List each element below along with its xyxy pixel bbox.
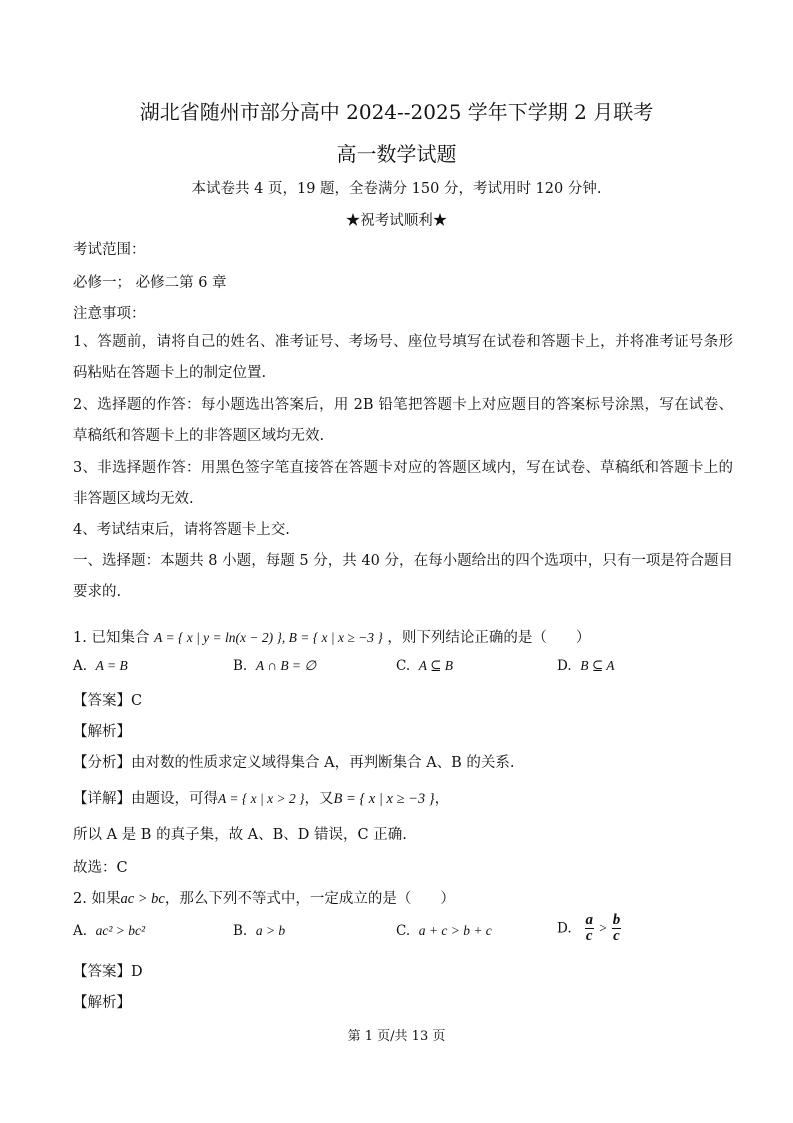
scope-label: 考试范围： xyxy=(73,242,146,258)
q1-fenxi: 【分析】由对数的性质求定义域得集合 A，再判断集合 A、B 的关系. xyxy=(73,755,515,771)
note-item: 4、考试结束后，请将答题卡上交. xyxy=(73,522,290,538)
fraction-a-over-c: $\frac{a}{c}$ xyxy=(585,912,594,944)
q2-option-b: B. a > b xyxy=(233,923,286,939)
exam-info: 本试卷共 4 页，19 题，全卷满分 150 分，考试用时 120 分钟. xyxy=(191,181,602,197)
fraction-operator: > xyxy=(598,920,608,936)
page-subtitle: 高一数学试题 xyxy=(336,142,457,166)
q1-conclusion: 所以 A 是 B 的真子集，故 A、B、D 错误，C 正确. xyxy=(73,827,407,843)
q2-analysis-label: 【解析】 xyxy=(73,995,131,1011)
q1-xiangjie: 【详解】由题设，可得A = { x | x > 2 }，又B = { x | x ≥ −3 }， xyxy=(73,791,450,807)
q2-answer: 【答案】D xyxy=(73,964,143,980)
note-item: 2、选择题的作答：每小题选出答案后，用 2B 铅笔把答题卡上对应题目的答案标号涂黑，写在试卷、草稿纸和答题卡上的非答题区域均无效. xyxy=(73,397,733,444)
q1-option-c: C. A ⊆ B xyxy=(396,658,454,674)
question-1-stem xyxy=(73,626,590,647)
question-2-stem: 2. 如果ac > bc，那么下列不等式中，一定成立的是（ ） xyxy=(73,891,455,907)
q2-option-c: C. a + c > b + c xyxy=(396,923,492,939)
scope-content: 必修一； 必修二第 6 章 xyxy=(73,275,227,291)
notes-label: 注意事项： xyxy=(73,306,146,322)
q2-option-a: A. ac² > bc² xyxy=(73,923,146,939)
set-a-definition: A = { x | y = ln(x − 2) } xyxy=(154,630,282,645)
blessing-line: ★祝考试顺利★ xyxy=(345,213,448,229)
q1-answer: 【答案】C xyxy=(73,693,143,709)
question-1-suffix: ，则下列结论正确的是（ ） xyxy=(387,630,591,646)
q1-option-b: B. A ∩ B = ∅ xyxy=(233,658,317,674)
fraction-b-over-c: $\frac{b}{c}$ xyxy=(612,912,621,944)
set-b-definition: , B = { x | x ≥ −3 } xyxy=(281,630,383,645)
q2-option-d: D. $\frac{a}{c}$ > $\frac{b}{c}$ xyxy=(557,912,621,944)
q1-option-d: D. B ⊆ A xyxy=(557,658,615,674)
question-1-prefix: 1. 已知集合 xyxy=(73,630,150,646)
page-footer: 第 1 页/共 13 页 xyxy=(347,1029,446,1044)
page-title: 湖北省随州市部分高中 2024--2025 学年下学期 2 月联考 xyxy=(139,100,654,124)
note-item: 1、答题前，请将自己的姓名、准考证号、考场号、座位号填写在试卷和答题卡上，并将准考证号条形码粘贴在答题卡上的制定位置. xyxy=(73,334,733,381)
q1-final: 故选：C xyxy=(73,860,128,876)
q1-analysis-label: 【解析】 xyxy=(73,724,131,740)
section-heading: 一、选择题：本题共 8 小题，每题 5 分，共 40 分，在每小题给出的四个选项中，只有一项是符合题目要求的. xyxy=(73,553,733,600)
note-item: 3、非选择题作答：用黑色签字笔直接答在答题卡对应的答题区域内，写在试卷、草稿纸和答题卡上的非答题区域均无效. xyxy=(73,460,733,507)
q1-option-a: A. A = B xyxy=(73,658,128,674)
